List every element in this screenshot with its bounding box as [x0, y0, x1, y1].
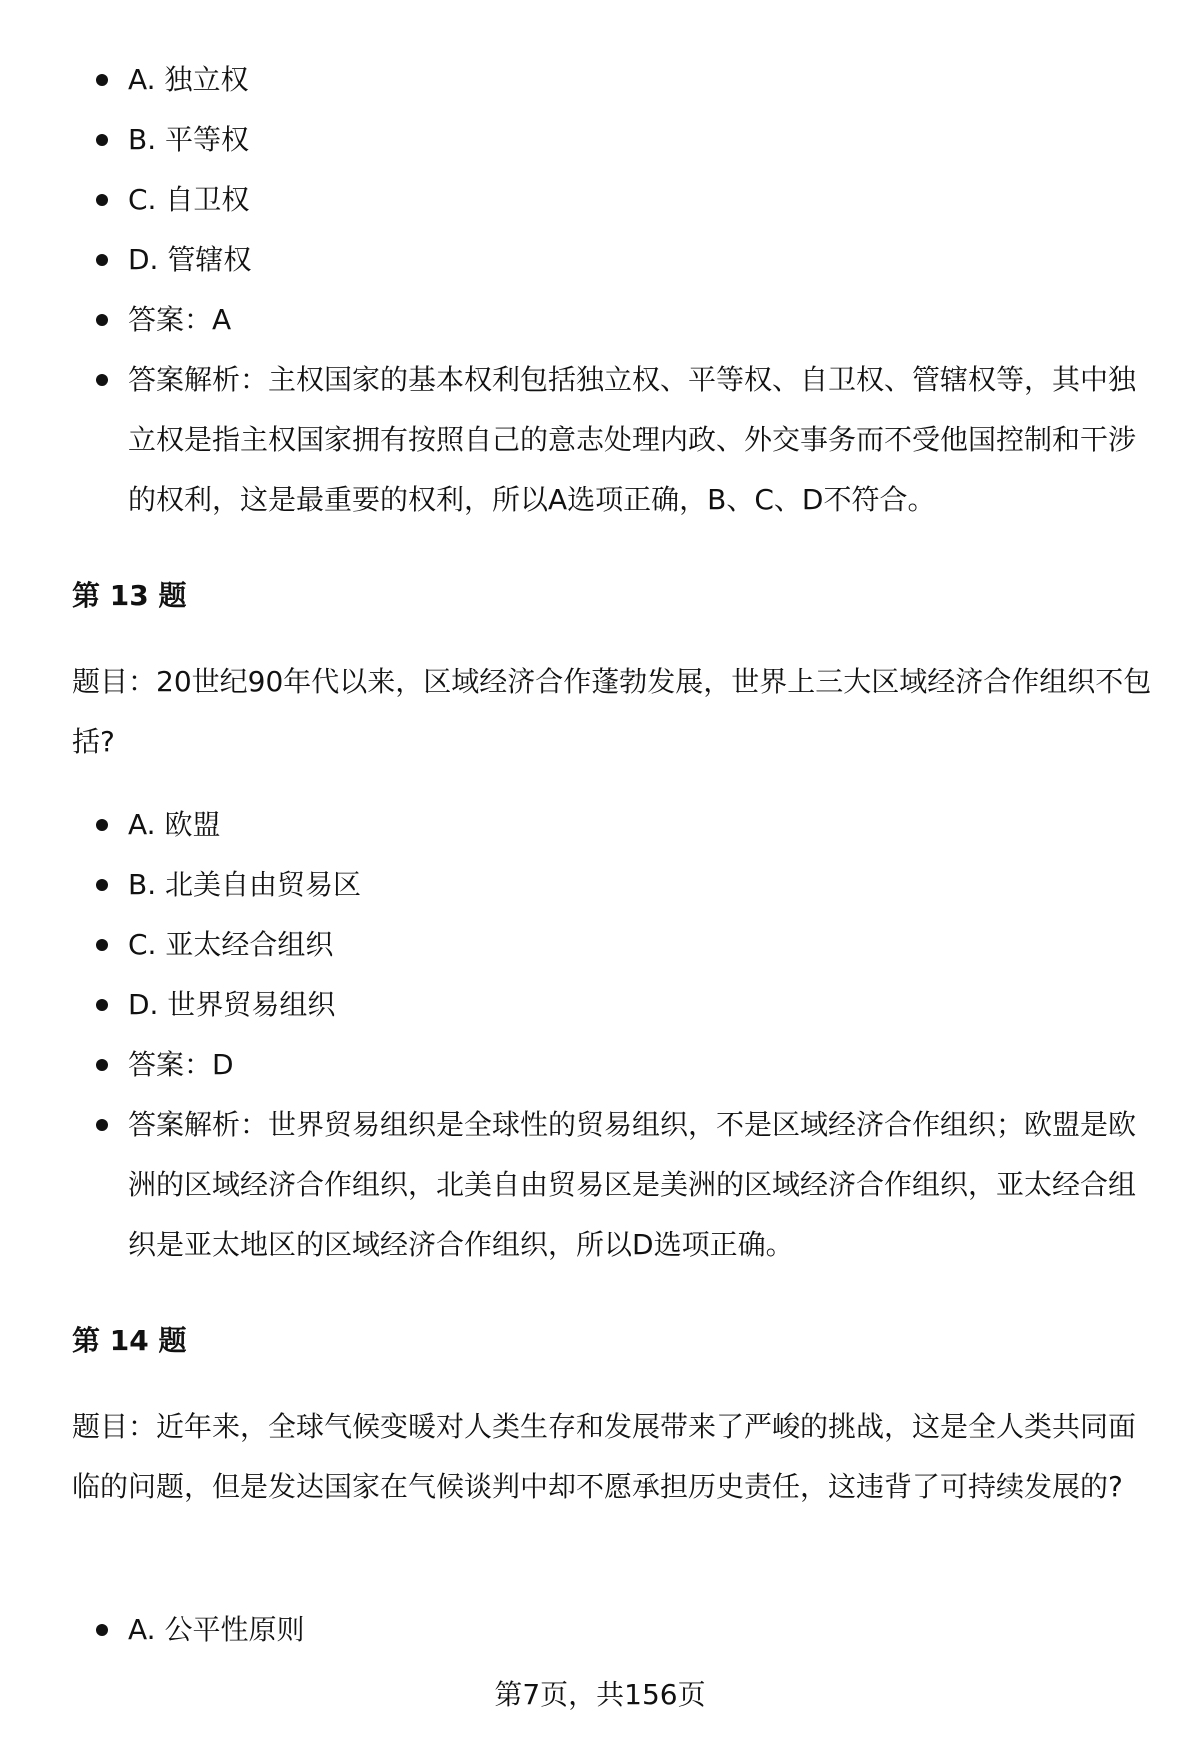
question-12-options	[96, 50, 1146, 530]
answer: 答案：D	[96, 1035, 1146, 1095]
option-c: C. 亚太经合组织	[96, 915, 1146, 975]
question-13-text: 题目：20世纪90年代以来，区域经济合作蓬勃发展，世界上三大区域经济合作组织不包括?	[72, 665, 1152, 758]
bullet-icon	[96, 1624, 108, 1636]
bullet-icon	[96, 194, 108, 206]
answer: 答案：A	[96, 290, 1146, 350]
page-indicator: 第7页，共156页	[494, 1678, 706, 1711]
option-c: C. 自卫权	[96, 170, 1146, 230]
bullet-icon	[96, 999, 108, 1011]
option-a: A. 欧盟	[96, 795, 1146, 855]
answer-explanation: 答案解析：世界贸易组织是全球性的贸易组织，不是区域经济合作组织；欧盟是欧洲的区域经济合作组织，北美自由贸易区是美洲的区域经济合作组织，亚太经合组织是亚太地区的区域经济合作组织，所以D选项正确。	[96, 1095, 1146, 1275]
question-13-options	[96, 795, 1146, 1275]
bullet-icon	[96, 254, 108, 266]
bullet-icon	[96, 1119, 108, 1131]
bullet-icon	[96, 134, 108, 146]
bullet-icon	[96, 879, 108, 891]
question-14-options	[96, 1600, 1146, 1660]
bullet-icon	[96, 314, 108, 326]
bullet-icon	[96, 1059, 108, 1071]
answer-explanation: 答案解析：主权国家的基本权利包括独立权、平等权、自卫权、管辖权等，其中独立权是指主权国家拥有按照自己的意志处理内政、外交事务而不受他国控制和干涉的权利，这是最重要的权利，所以A选项正确，B、C、D不符合。	[96, 350, 1146, 530]
question-13-heading: 第 13 题	[72, 579, 187, 612]
option-d: D. 世界贸易组织	[96, 975, 1146, 1035]
question-14-heading: 第 14 题	[72, 1324, 187, 1357]
option-a: A. 公平性原则	[96, 1600, 1146, 1660]
bullet-icon	[96, 939, 108, 951]
bullet-icon	[96, 819, 108, 831]
bullet-icon	[96, 74, 108, 86]
option-b: B. 平等权	[96, 110, 1146, 170]
option-a: A. 独立权	[96, 50, 1146, 110]
option-b: B. 北美自由贸易区	[96, 855, 1146, 915]
question-14-text: 题目：近年来，全球气候变暖对人类生存和发展带来了严峻的挑战，这是全人类共同面临的问题，但是发达国家在气候谈判中却不愿承担历史责任，这违背了可持续发展的?	[72, 1410, 1137, 1503]
option-d: D. 管辖权	[96, 230, 1146, 290]
bullet-icon	[96, 374, 108, 386]
